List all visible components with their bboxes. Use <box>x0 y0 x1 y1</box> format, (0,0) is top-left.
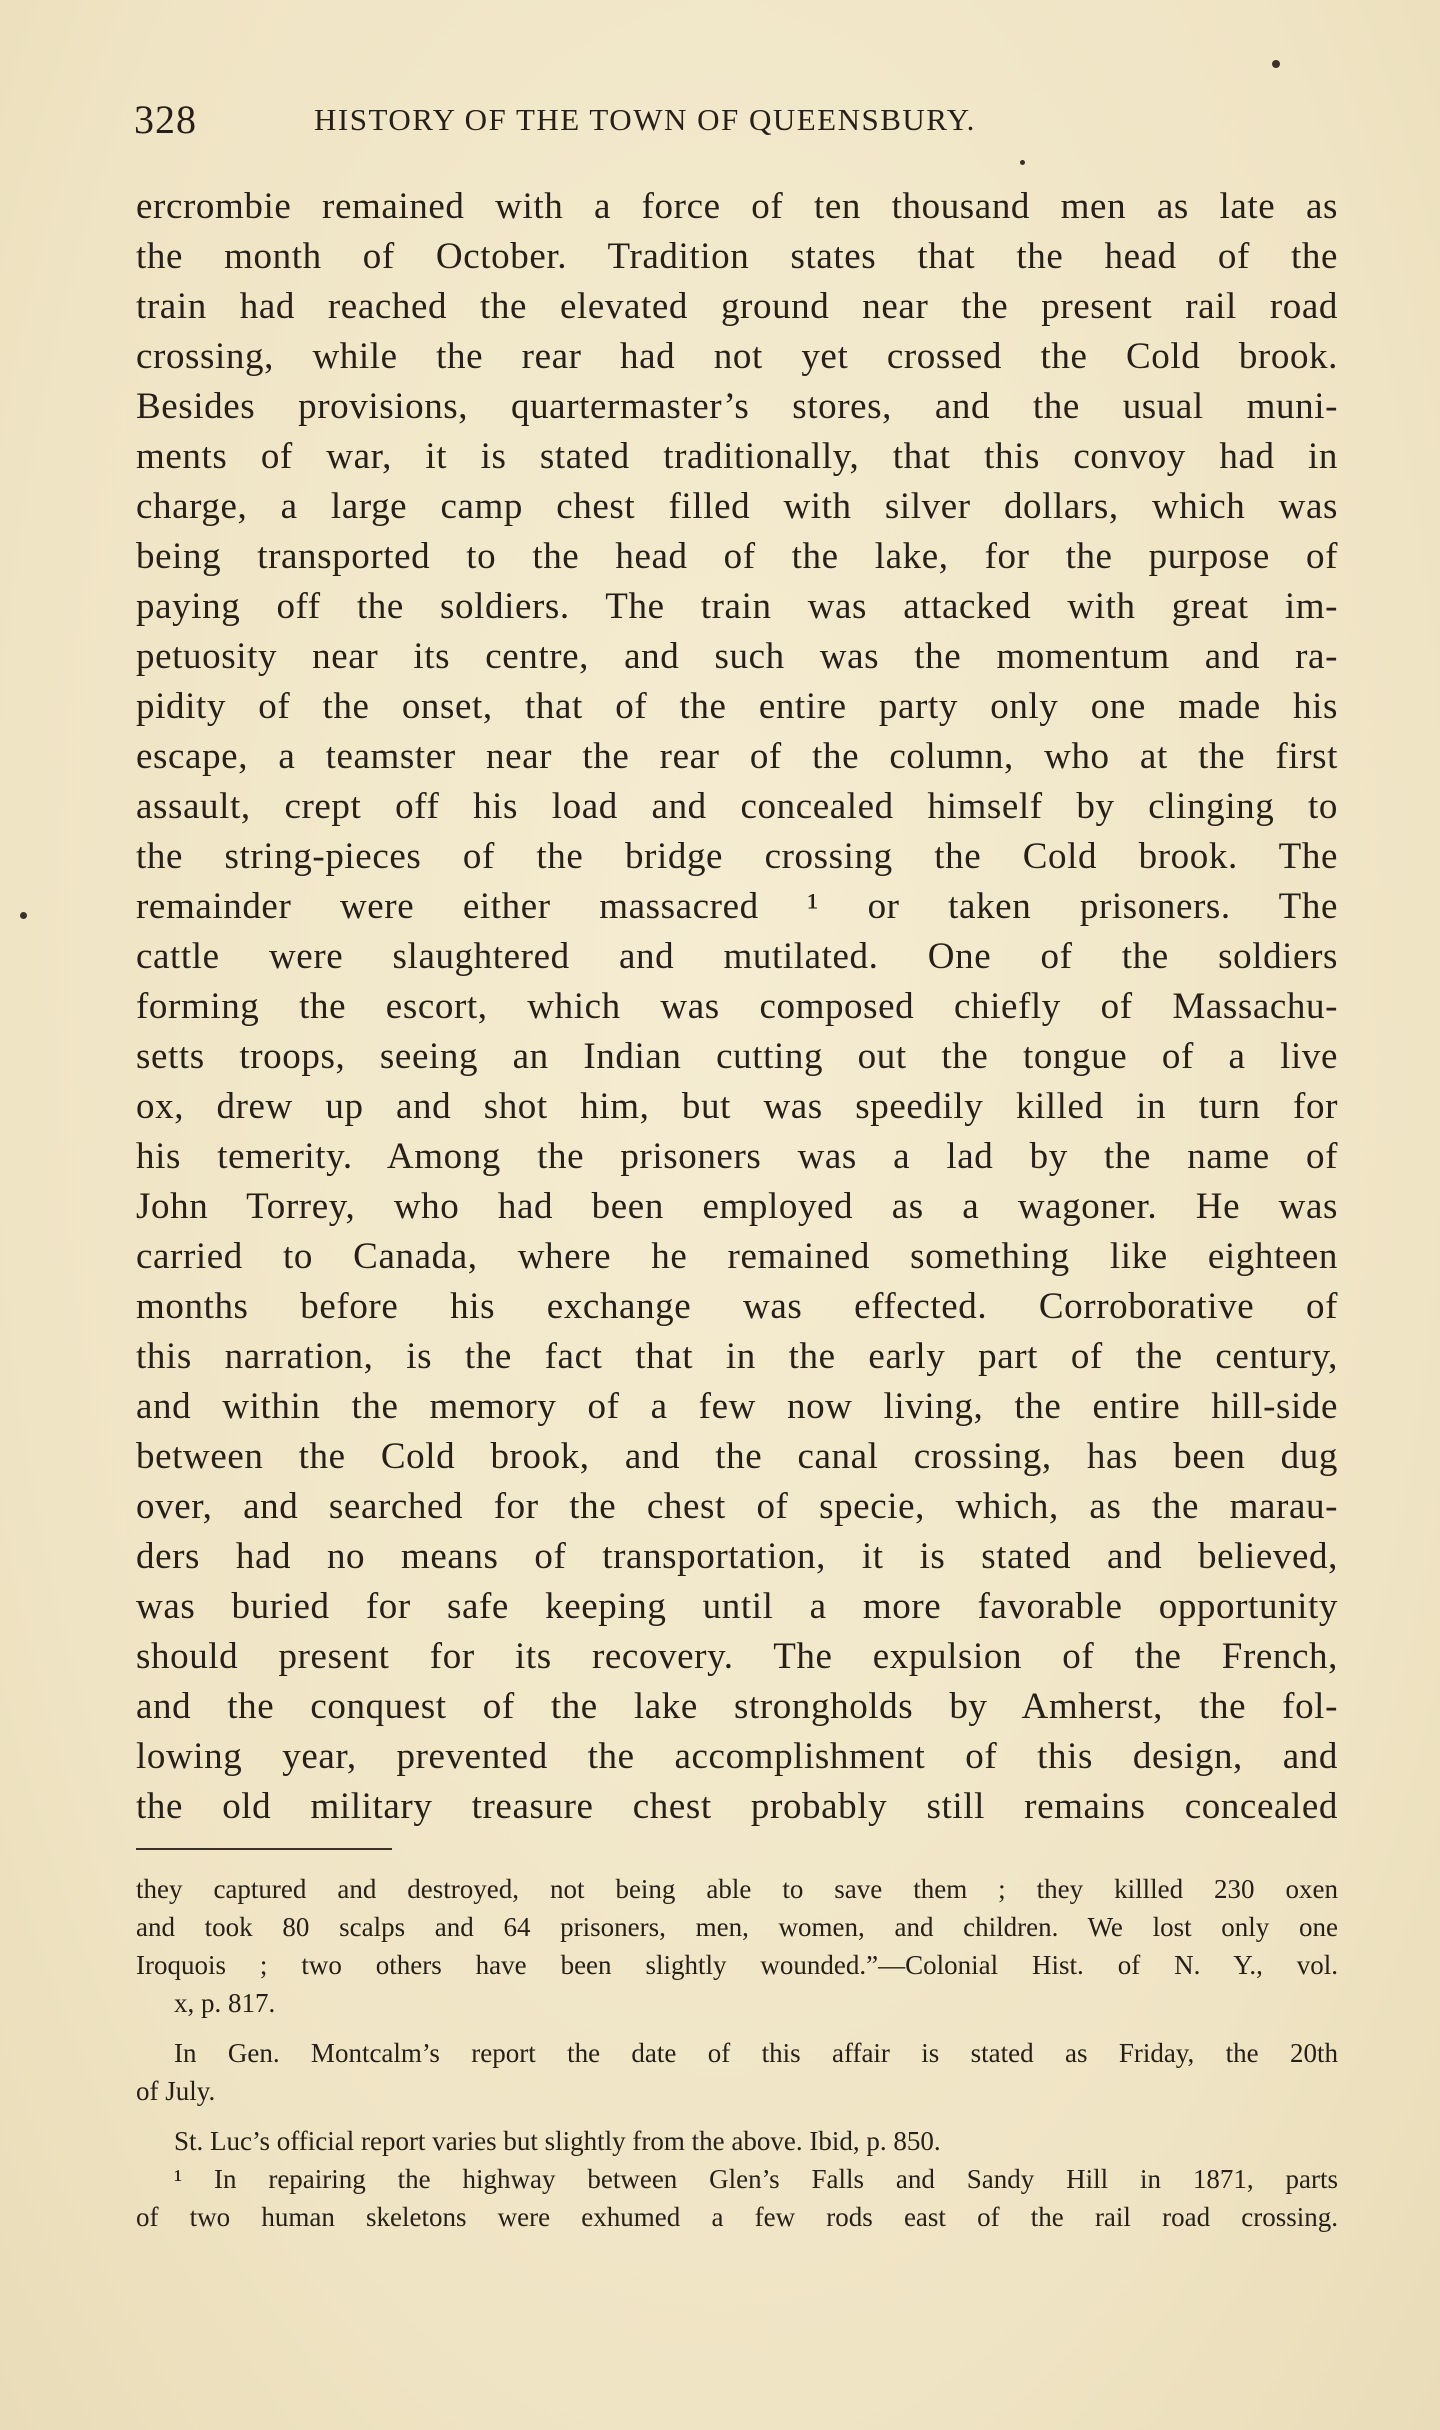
body-line: petuosity near its centre, and such was the momentum and ra- <box>136 636 1338 677</box>
body-line: charge, a large camp chest filled with silver dollars, which was <box>136 486 1338 527</box>
body-line: ders had no means of transportation, it is stated and believed, <box>136 1536 1338 1577</box>
body-line: this narration, is the fact that in the early part of the century, <box>136 1336 1338 1377</box>
footnote-line: and took 80 scalps and 64 prisoners, men, women, and children. We lost only one <box>136 1912 1338 1942</box>
body-line: John Torrey, who had been employed as a wagoner. He was <box>136 1186 1338 1227</box>
body-line: was buried for safe keeping until a more favorable opportunity <box>136 1586 1338 1627</box>
body-line: and the conquest of the lake strongholds by Amherst, the fol- <box>136 1686 1338 1727</box>
running-head: HISTORY OF THE TOWN OF QUEENSBURY. <box>314 102 976 137</box>
body-line: being transported to the head of the lake, for the purpose of <box>136 536 1338 577</box>
body-line: should present for its recovery. The expulsion of the French, <box>136 1636 1338 1677</box>
body-line: ercrombie remained with a force of ten thousand men as late as <box>136 186 1338 227</box>
body-line: assault, crept off his load and concealed himself by clinging to <box>136 786 1338 827</box>
footnote-line: Iroquois ; two others have been slightly wounded.”—Colonial Hist. of N. Y., vol. <box>136 1950 1338 1980</box>
body-line: ments of war, it is stated traditionally, that this convoy had in <box>136 436 1338 477</box>
footnotes <box>136 1870 1338 2236</box>
body-line: and within the memory of a few now living, the entire hill-side <box>136 1386 1338 1427</box>
body-line: cattle were slaughtered and mutilated. One of the soldiers <box>136 936 1338 977</box>
ink-speck <box>1020 160 1025 165</box>
body-line: the month of October. Tradition states that the head of the <box>136 236 1338 277</box>
body-text <box>136 182 1338 1832</box>
body-line: the string-pieces of the bridge crossing the Cold brook. The <box>136 836 1338 877</box>
body-line: ox, drew up and shot him, but was speedily killed in turn for <box>136 1086 1338 1127</box>
body-line: paying off the soldiers. The train was attacked with great im- <box>136 586 1338 627</box>
footnote-line: of July. <box>136 2076 216 2106</box>
body-line: over, and searched for the chest of specie, which, as the marau- <box>136 1486 1338 1527</box>
ink-speck <box>1272 60 1280 68</box>
footnote-line: of two human skeletons were exhumed a few rods east of the rail road crossing. <box>136 2202 1338 2232</box>
body-line: forming the escort, which was composed chiefly of Massachu- <box>136 986 1338 1027</box>
footnote-line: they captured and destroyed, not being able to save them ; they killled 230 oxen <box>136 1874 1338 1904</box>
footnote-line: St. Luc’s official report varies but slightly from the above. Ibid, p. 850. <box>174 2126 941 2156</box>
footnote-line: ¹ In repairing the highway between Glen’s Falls and Sandy Hill in 1871, parts <box>174 2164 1338 2194</box>
footnote-rule <box>136 1848 392 1850</box>
ink-speck <box>20 912 27 919</box>
body-line: months before his exchange was effected. Corroborative of <box>136 1286 1338 1327</box>
footnote-line: x, p. 817. <box>174 1988 276 2018</box>
footnote-line: In Gen. Montcalm’s report the date of this affair is stated as Friday, the 20th <box>174 2038 1338 2068</box>
body-line: his temerity. Among the prisoners was a lad by the name of <box>136 1136 1338 1177</box>
body-line: the old military treasure chest probably still remains concealed <box>136 1786 1338 1827</box>
body-line: escape, a teamster near the rear of the column, who at the first <box>136 736 1338 777</box>
page-number: 328 <box>134 97 197 142</box>
body-line: crossing, while the rear had not yet crossed the Cold brook. <box>136 336 1338 377</box>
body-line: lowing year, prevented the accomplishment of this design, and <box>136 1736 1338 1777</box>
page-header <box>134 96 1334 156</box>
body-line: carried to Canada, where he remained something like eighteen <box>136 1236 1338 1277</box>
body-line: pidity of the onset, that of the entire party only one made his <box>136 686 1338 727</box>
body-line: between the Cold brook, and the canal crossing, has been dug <box>136 1436 1338 1477</box>
body-line: train had reached the elevated ground near the present rail road <box>136 286 1338 327</box>
body-line: setts troops, seeing an Indian cutting out the tongue of a live <box>136 1036 1338 1077</box>
body-line: Besides provisions, quartermaster’s stores, and the usual muni- <box>136 386 1338 427</box>
body-line: remainder were either massacred ¹ or taken prisoners. The <box>136 886 1338 927</box>
